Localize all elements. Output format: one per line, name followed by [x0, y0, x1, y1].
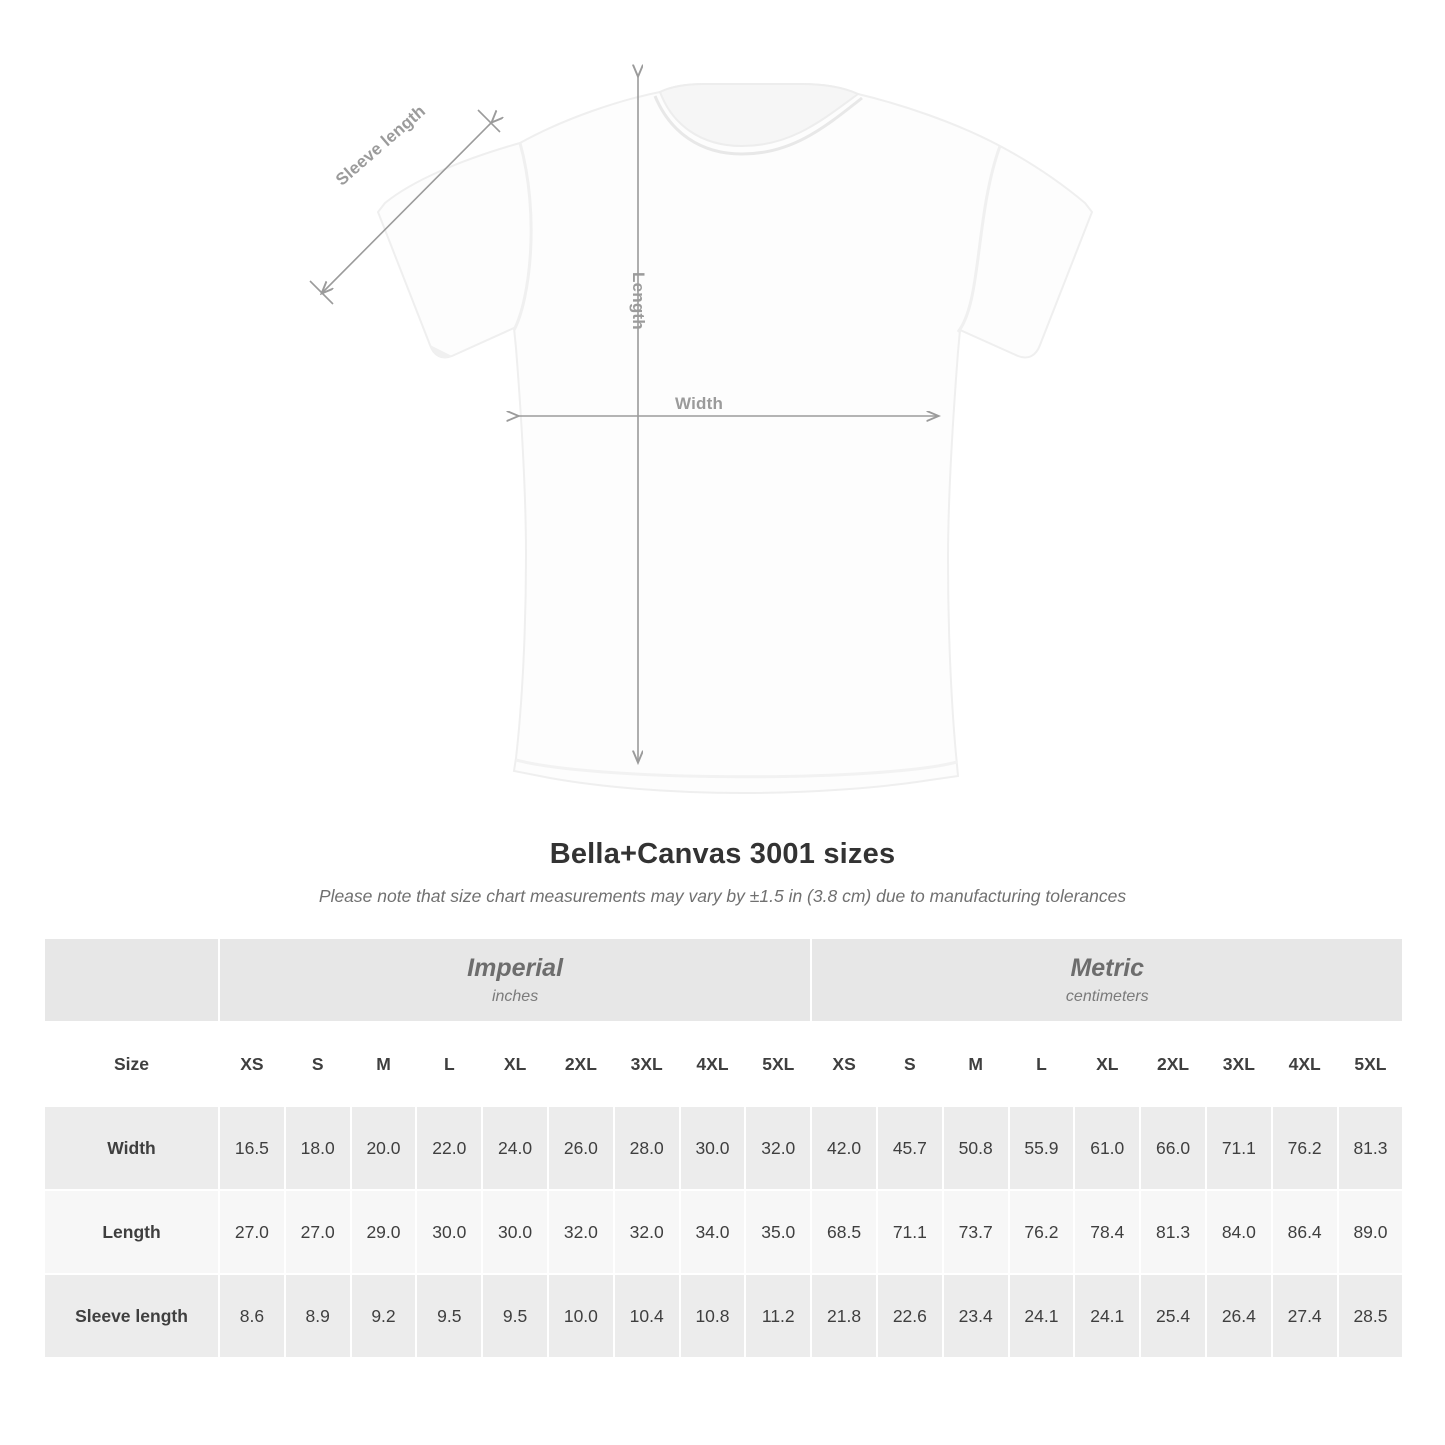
- cell-length: 32.0: [548, 1190, 614, 1274]
- size-header-row: [44, 1022, 1403, 1106]
- unit-system-metric-unit: centimeters: [1065, 988, 1149, 1006]
- size-header-cell: 2XL: [548, 1022, 614, 1106]
- cell-sleeve: 27.4: [1272, 1274, 1338, 1358]
- cell-width: 16.5: [219, 1106, 285, 1190]
- page-title: Bella+Canvas 3001 sizes: [549, 838, 896, 870]
- unit-system-imperial-label: Imperial: [467, 953, 564, 982]
- cell-length: 32.0: [614, 1190, 680, 1274]
- cell-length: 35.0: [745, 1190, 811, 1274]
- size-header-cell: 4XL: [1272, 1022, 1338, 1106]
- cell-width: 30.0: [680, 1106, 746, 1190]
- size-header-cell: M: [351, 1022, 417, 1106]
- cell-width: 28.0: [614, 1106, 680, 1190]
- row-label-length: Length: [44, 1190, 219, 1274]
- row-label-width: Width: [44, 1106, 219, 1190]
- size-header-cell: L: [416, 1022, 482, 1106]
- size-header-cell: S: [877, 1022, 943, 1106]
- size-header-cell: 2XL: [1140, 1022, 1206, 1106]
- cell-width: 20.0: [351, 1106, 417, 1190]
- size-header-cell: XL: [1074, 1022, 1140, 1106]
- cell-sleeve: 10.8: [680, 1274, 746, 1358]
- cell-sleeve: 24.1: [1074, 1274, 1140, 1358]
- cell-sleeve: 9.2: [351, 1274, 417, 1358]
- cell-sleeve: 11.2: [745, 1274, 811, 1358]
- cell-width: 26.0: [548, 1106, 614, 1190]
- cell-sleeve: 25.4: [1140, 1274, 1206, 1358]
- cell-width: 45.7: [877, 1106, 943, 1190]
- cell-sleeve: 26.4: [1206, 1274, 1272, 1358]
- cell-sleeve: 9.5: [416, 1274, 482, 1358]
- title-block: [0, 838, 1445, 907]
- cell-sleeve: 10.4: [614, 1274, 680, 1358]
- cell-length: 29.0: [351, 1190, 417, 1274]
- unit-system-imperial: [219, 938, 811, 1022]
- cell-width: 71.1: [1206, 1106, 1272, 1190]
- unit-system-metric: [811, 938, 1403, 1022]
- unit-system-header-row: [44, 938, 1403, 1022]
- unit-system-metric-label: Metric: [1070, 953, 1145, 982]
- cell-sleeve: 9.5: [482, 1274, 548, 1358]
- cell-length: 68.5: [811, 1190, 877, 1274]
- cell-sleeve: 8.9: [285, 1274, 351, 1358]
- size-header-cell: 3XL: [614, 1022, 680, 1106]
- cell-length: 30.0: [416, 1190, 482, 1274]
- size-column-header: Size: [44, 1022, 219, 1106]
- cell-sleeve: 21.8: [811, 1274, 877, 1358]
- unit-system-spacer: [44, 938, 219, 1022]
- size-header-cell: XS: [219, 1022, 285, 1106]
- cell-length: 84.0: [1206, 1190, 1272, 1274]
- cell-length: 27.0: [219, 1190, 285, 1274]
- size-chart-table-wrap: [43, 937, 1402, 1359]
- cell-length: 73.7: [943, 1190, 1009, 1274]
- sleeve-length-dimension-label: Sleeve length: [332, 101, 430, 190]
- cell-width: 66.0: [1140, 1106, 1206, 1190]
- size-header-cell: XL: [482, 1022, 548, 1106]
- cell-width: 32.0: [745, 1106, 811, 1190]
- cell-sleeve: 24.1: [1009, 1274, 1075, 1358]
- cell-width: 81.3: [1338, 1106, 1404, 1190]
- cell-length: 34.0: [680, 1190, 746, 1274]
- length-dimension-label: Length: [629, 272, 648, 330]
- cell-length: 78.4: [1074, 1190, 1140, 1274]
- cell-length: 86.4: [1272, 1190, 1338, 1274]
- cell-width: 24.0: [482, 1106, 548, 1190]
- table-row: [44, 1274, 1403, 1358]
- table-row: [44, 1190, 1403, 1274]
- cell-sleeve: 10.0: [548, 1274, 614, 1358]
- cell-width: 18.0: [285, 1106, 351, 1190]
- size-header-cell: 5XL: [1338, 1022, 1404, 1106]
- cell-sleeve: 22.6: [877, 1274, 943, 1358]
- cell-sleeve: 23.4: [943, 1274, 1009, 1358]
- tolerance-note: Please note that size chart measurements may vary by ±1.5 in (3.8 cm) due to manufacturing tolerances: [318, 886, 1127, 906]
- cell-width: 76.2: [1272, 1106, 1338, 1190]
- size-header-cell: 5XL: [745, 1022, 811, 1106]
- cell-width: 50.8: [943, 1106, 1009, 1190]
- size-header-cell: L: [1009, 1022, 1075, 1106]
- cell-length: 71.1: [877, 1190, 943, 1274]
- cell-width: 22.0: [416, 1106, 482, 1190]
- size-chart-table: [43, 937, 1404, 1359]
- cell-length: 81.3: [1140, 1190, 1206, 1274]
- row-label-sleeve-length: Sleeve length: [44, 1274, 219, 1358]
- cell-width: 61.0: [1074, 1106, 1140, 1190]
- size-header-cell: XS: [811, 1022, 877, 1106]
- cell-sleeve: 28.5: [1338, 1274, 1404, 1358]
- cell-length: 89.0: [1338, 1190, 1404, 1274]
- table-row: [44, 1106, 1403, 1190]
- cell-length: 30.0: [482, 1190, 548, 1274]
- cell-width: 42.0: [811, 1106, 877, 1190]
- size-header-cell: M: [943, 1022, 1009, 1106]
- width-dimension-label: Width: [675, 394, 724, 413]
- size-header-cell: 4XL: [680, 1022, 746, 1106]
- cell-length: 76.2: [1009, 1190, 1075, 1274]
- cell-length: 27.0: [285, 1190, 351, 1274]
- cell-width: 55.9: [1009, 1106, 1075, 1190]
- unit-system-imperial-unit: inches: [491, 988, 539, 1006]
- size-header-cell: 3XL: [1206, 1022, 1272, 1106]
- size-header-cell: S: [285, 1022, 351, 1106]
- cell-sleeve: 8.6: [219, 1274, 285, 1358]
